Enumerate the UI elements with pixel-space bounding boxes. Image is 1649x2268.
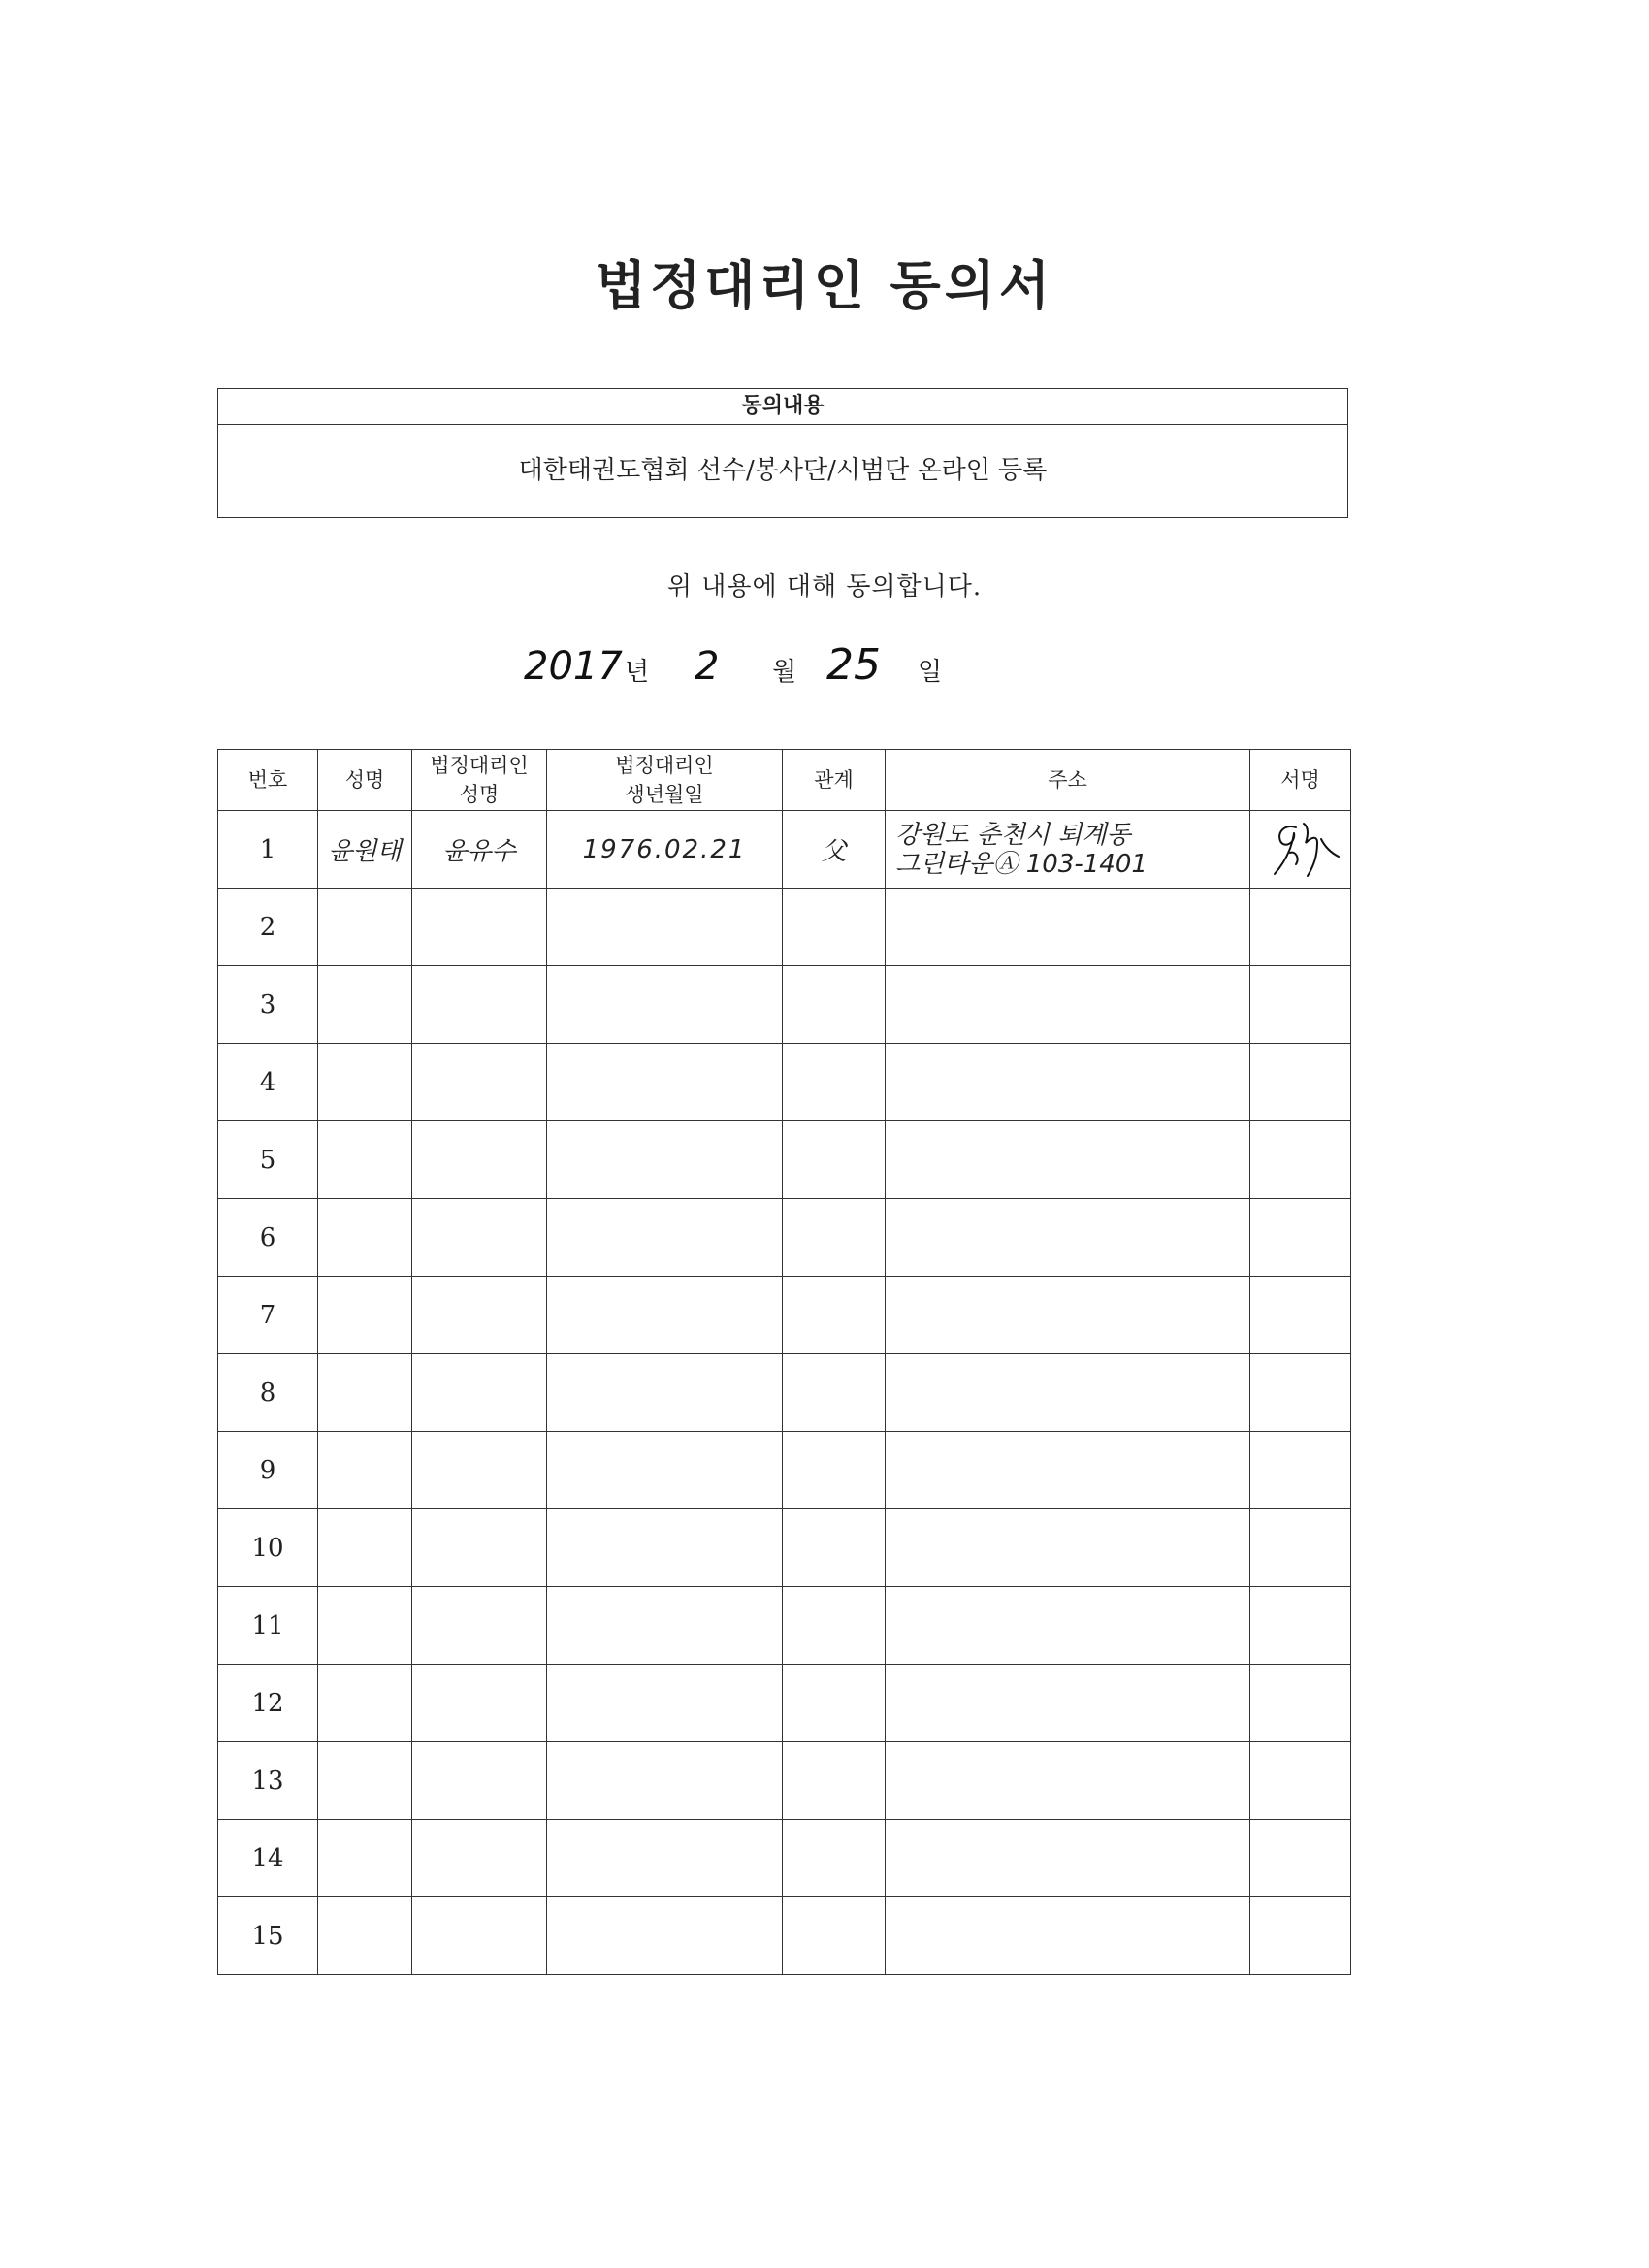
row-relation: [783, 1897, 886, 1975]
row-number: 6: [218, 1199, 318, 1277]
agreement-statement: 위 내용에 대해 동의합니다.: [666, 572, 983, 601]
row-relation: [783, 1199, 886, 1277]
row-address: [886, 1277, 1250, 1354]
row-name: [318, 1354, 412, 1432]
row-rep-birth: [547, 1820, 783, 1897]
row-name: [318, 1432, 412, 1509]
row-number: 3: [218, 966, 318, 1044]
page-title: 법정대리인 동의서: [595, 255, 1054, 316]
header-signature: 서명: [1250, 750, 1351, 811]
row-name: [318, 1121, 412, 1199]
row-rep-birth: [547, 889, 783, 966]
row-name: [318, 966, 412, 1044]
row-relation: [783, 1742, 886, 1820]
registration-table: [217, 749, 1351, 1975]
row-name: [318, 1199, 412, 1277]
row-number: 9: [218, 1432, 318, 1509]
table-row: [218, 1587, 1351, 1665]
table-row: [218, 1742, 1351, 1820]
row-signature: [1250, 889, 1351, 966]
date-year-label: 년: [625, 658, 650, 687]
row-relation: [783, 1277, 886, 1354]
row-address: [886, 1121, 1250, 1199]
row-rep-birth: [547, 1897, 783, 1975]
row-number: 2: [218, 889, 318, 966]
row-signature: [1250, 1121, 1351, 1199]
row-address: [886, 966, 1250, 1044]
row-address: [886, 811, 1250, 889]
row-relation: [783, 1509, 886, 1587]
row-name: [318, 889, 412, 966]
row-address-line1: 강원도 춘천시 퇴계동: [895, 820, 1131, 850]
row-name: [318, 1044, 412, 1121]
row-relation: [783, 889, 886, 966]
row-rep-birth: [547, 1277, 783, 1354]
row-number: 15: [218, 1897, 318, 1975]
consent-header: 동의내용: [218, 389, 1347, 425]
row-rep-name: [412, 1044, 547, 1121]
row-address: [886, 1820, 1250, 1897]
table-header-row: [218, 750, 1351, 811]
row-name: [318, 1897, 412, 1975]
header-rep-name-line2: 성명: [459, 783, 500, 806]
row-name: [318, 1665, 412, 1742]
row-rep-name: [412, 1432, 547, 1509]
table-row: [218, 1277, 1351, 1354]
consent-body: 대한태권도협회 선수/봉사단/시범단 온라인 등록: [518, 456, 1048, 485]
row-number: 10: [218, 1509, 318, 1587]
row-relation: [783, 1121, 886, 1199]
row-rep-birth: [547, 1587, 783, 1665]
row-relation: [783, 1432, 886, 1509]
row-relation: [783, 966, 886, 1044]
row-name: [318, 1587, 412, 1665]
header-rep-birth-line1: 법정대리인: [615, 754, 714, 777]
row-number: 1: [218, 811, 318, 889]
row-signature: [1250, 1199, 1351, 1277]
consent-box: [217, 388, 1348, 518]
header-rep-birth: [547, 750, 783, 811]
row-address: [886, 1432, 1250, 1509]
row-rep-name: 윤유수: [412, 811, 547, 889]
row-rep-birth: [547, 1665, 783, 1742]
row-rep-name: [412, 1354, 547, 1432]
row-name: [318, 1820, 412, 1897]
row-relation: [783, 1044, 886, 1121]
row-rep-name: [412, 1509, 547, 1587]
row-rep-birth: 1976.02.21: [547, 811, 783, 889]
row-relation: 父: [783, 811, 886, 889]
row-address: [886, 889, 1250, 966]
table-body: [218, 811, 1351, 1975]
row-rep-birth: [547, 1044, 783, 1121]
row-address: [886, 1354, 1250, 1432]
table-row: [218, 889, 1351, 966]
row-signature: [1250, 966, 1351, 1044]
row-signature: [1250, 1354, 1351, 1432]
table-row: [218, 1820, 1351, 1897]
header-relation: 관계: [783, 750, 886, 811]
row-name: [318, 1509, 412, 1587]
row-number: 12: [218, 1665, 318, 1742]
row-number: 11: [218, 1587, 318, 1665]
table-row: [218, 1354, 1351, 1432]
row-number: 14: [218, 1820, 318, 1897]
date-year: 2017: [524, 644, 623, 689]
row-signature: [1250, 1665, 1351, 1742]
row-name: [318, 1277, 412, 1354]
row-rep-name: [412, 1277, 547, 1354]
row-address: [886, 1897, 1250, 1975]
row-signature: [1250, 1509, 1351, 1587]
row-address: [886, 1199, 1250, 1277]
row-address: [886, 1665, 1250, 1742]
row-rep-birth: [547, 1432, 783, 1509]
table-row: [218, 811, 1351, 889]
handwritten-signature: [1257, 814, 1344, 886]
row-rep-name: [412, 889, 547, 966]
date-month-label: 월: [772, 658, 797, 687]
row-address-line2: 그린타운Ⓐ 103-1401: [895, 849, 1148, 879]
header-name: 성명: [318, 750, 412, 811]
row-relation: [783, 1665, 886, 1742]
table-row: [218, 1199, 1351, 1277]
row-rep-birth: [547, 1354, 783, 1432]
row-relation: [783, 1587, 886, 1665]
row-number: 13: [218, 1742, 318, 1820]
row-signature: [1250, 1432, 1351, 1509]
header-rep-name: [412, 750, 547, 811]
row-signature: [1250, 1742, 1351, 1820]
row-rep-name: [412, 1665, 547, 1742]
table-row: [218, 1121, 1351, 1199]
date-month: 2: [695, 644, 720, 689]
row-rep-birth: [547, 1509, 783, 1587]
row-signature: [1250, 1044, 1351, 1121]
row-signature: [1250, 1820, 1351, 1897]
row-rep-birth: [547, 1199, 783, 1277]
row-number: 8: [218, 1354, 318, 1432]
row-rep-birth: [547, 1121, 783, 1199]
table-row: [218, 1509, 1351, 1587]
row-signature: [1250, 1587, 1351, 1665]
row-signature: [1250, 1277, 1351, 1354]
header-address: 주소: [886, 750, 1250, 811]
table-row: [218, 1044, 1351, 1121]
row-rep-name: [412, 1820, 547, 1897]
header-no: 번호: [218, 750, 318, 811]
table-row: [218, 1432, 1351, 1509]
row-address: [886, 1587, 1250, 1665]
date-day: 25: [826, 640, 881, 690]
table-row: [218, 1897, 1351, 1975]
row-rep-name: [412, 1199, 547, 1277]
row-rep-name: [412, 1897, 547, 1975]
row-rep-name: [412, 1587, 547, 1665]
row-rep-name: [412, 1742, 547, 1820]
row-relation: [783, 1354, 886, 1432]
row-address: [886, 1044, 1250, 1121]
table-row: [218, 1665, 1351, 1742]
row-address: [886, 1509, 1250, 1587]
row-rep-name: [412, 1121, 547, 1199]
row-signature: [1250, 811, 1351, 889]
header-rep-birth-line2: 생년월일: [625, 783, 704, 806]
row-number: 4: [218, 1044, 318, 1121]
row-relation: [783, 1820, 886, 1897]
row-number: 5: [218, 1121, 318, 1199]
row-number: 7: [218, 1277, 318, 1354]
header-rep-name-line1: 법정대리인: [430, 754, 529, 777]
row-address: [886, 1742, 1250, 1820]
row-rep-name: [412, 966, 547, 1044]
row-name: [318, 1742, 412, 1820]
row-signature: [1250, 1897, 1351, 1975]
date-day-label: 일: [918, 658, 943, 687]
row-rep-birth: [547, 1742, 783, 1820]
table-row: [218, 966, 1351, 1044]
row-name: 윤원태: [318, 811, 412, 889]
row-rep-birth: [547, 966, 783, 1044]
